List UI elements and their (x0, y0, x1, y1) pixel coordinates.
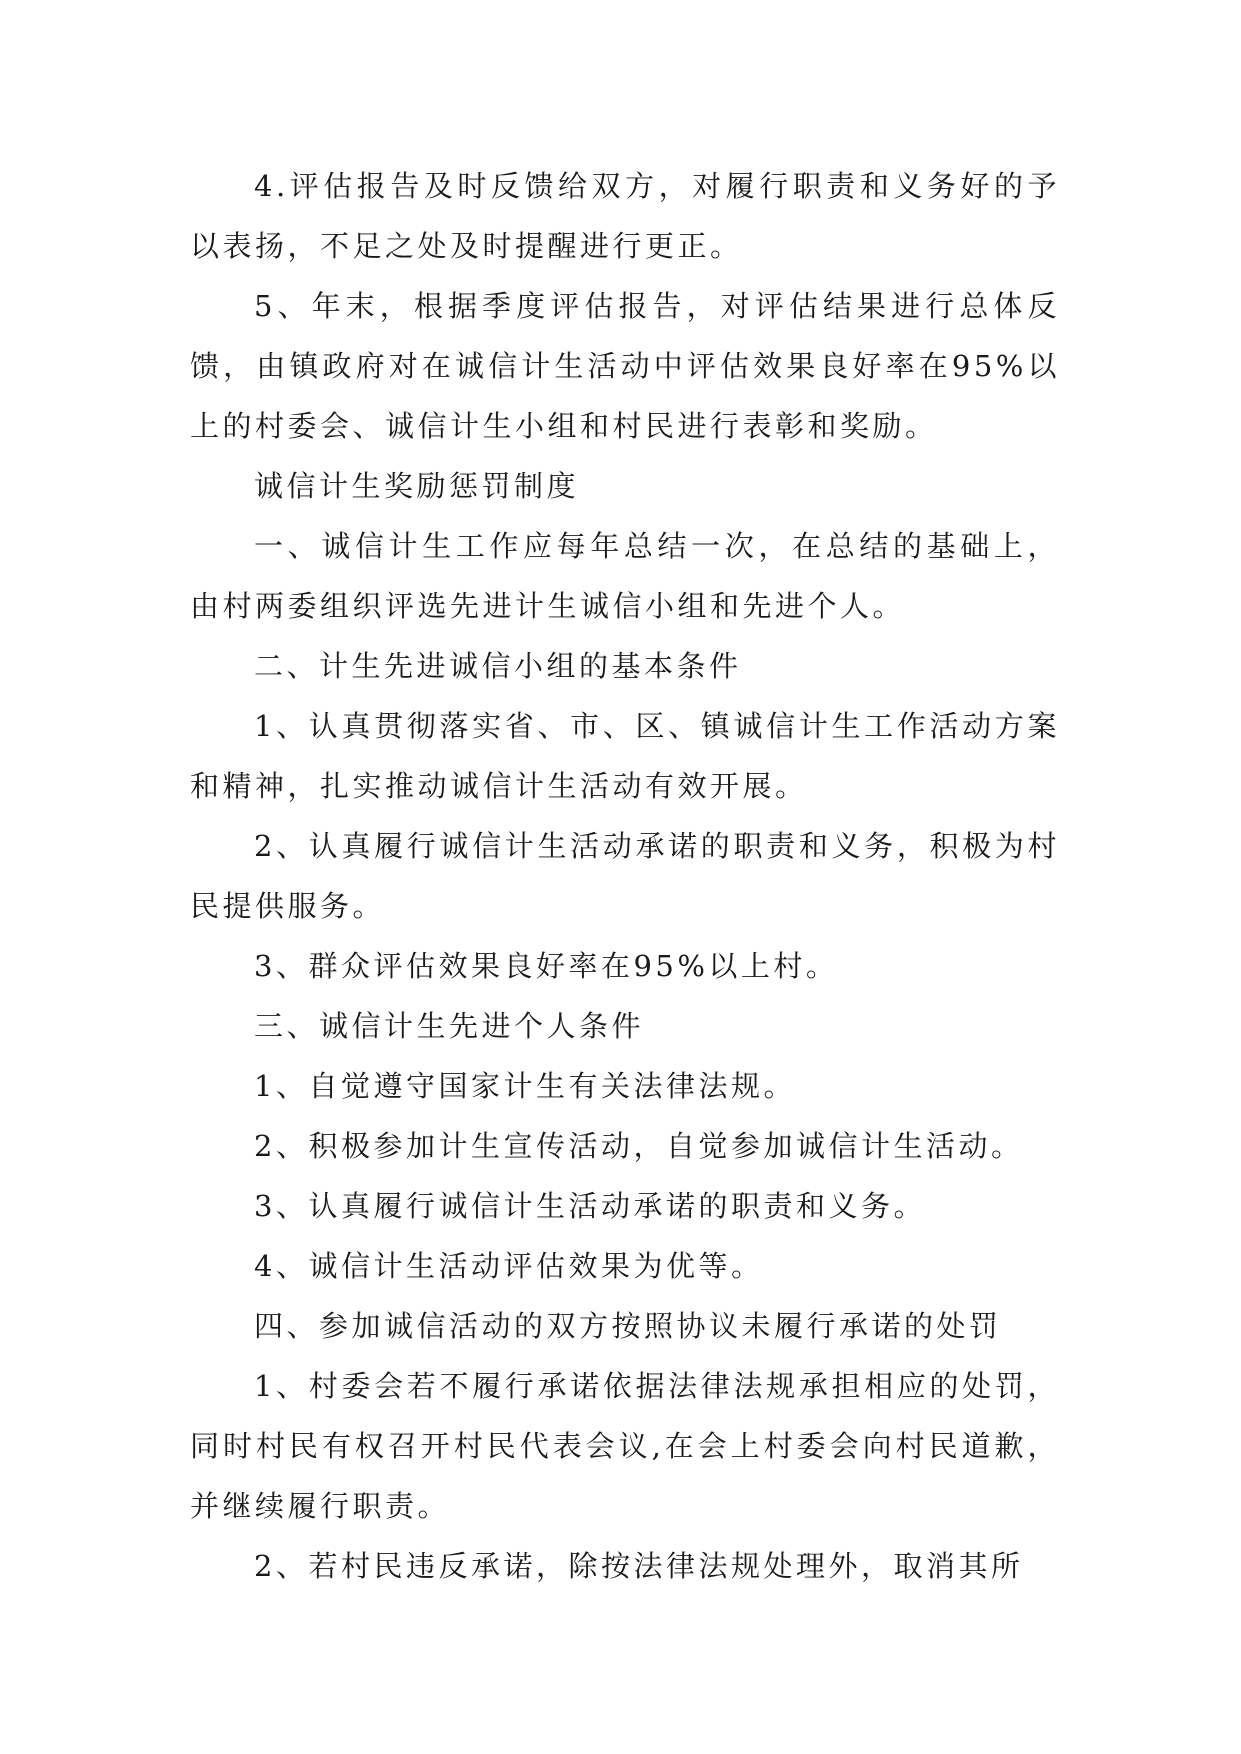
section-four-item-1: 1、村委会若不履行承诺依据法律法规承担相应的处罚，同时村民有权召开村民代表会议,在会上村委会向村民道歉，并继续履行职责。 (190, 1369, 1060, 1523)
section-title: 诚信计生奖励惩罚制度 (254, 469, 580, 503)
section-four-heading: 四、参加诚信活动的双方按照协议未履行承诺的处罚 (254, 1309, 1002, 1343)
section-three-item-2: 2、积极参加计生宣传活动，自觉参加诚信计生活动。 (254, 1129, 1024, 1163)
section-two-item-2: 2、认真履行诚信计生活动承诺的职责和义务，积极为村民提供服务。 (190, 829, 1060, 923)
paragraph-item-5: 5、年末，根据季度评估报告，对评估结果进行总体反馈，由镇政府对在诚信计生活动中评估效果良好率在95%以上的村委会、诚信计生小组和村民进行表彰和奖励。 (190, 289, 1060, 443)
section-three-item-4: 4、诚信计生活动评估效果为优等。 (254, 1249, 764, 1283)
paragraph-item-4: 4.评估报告及时反馈给双方，对履行职责和义务好的予以表扬，不足之处及时提醒进行更正。 (190, 169, 1060, 263)
section-three-heading: 三、诚信计生先进个人条件 (254, 1009, 645, 1043)
section-two-item-3: 3、群众评估效果良好率在95%以上村。 (254, 949, 839, 983)
section-two-item-1: 1、认真贯彻落实省、市、区、镇诚信计生工作活动方案和精神，扎实推动诚信计生活动有效开展。 (190, 709, 1060, 803)
section-two-heading: 二、计生先进诚信小组的基本条件 (254, 649, 742, 683)
section-four-item-2: 2、若村民违反承诺，除按法律法规处理外，取消其所 (254, 1549, 1024, 1583)
section-one: 一、诚信计生工作应每年总结一次，在总结的基础上，由村两委组织评选先进计生诚信小组和先进个人。 (190, 529, 1060, 623)
document-body (190, 156, 1060, 1596)
section-three-item-3: 3、认真履行诚信计生活动承诺的职责和义务。 (254, 1189, 926, 1223)
section-three-item-1: 1、自觉遵守国家计生有关法律法规。 (254, 1069, 796, 1103)
